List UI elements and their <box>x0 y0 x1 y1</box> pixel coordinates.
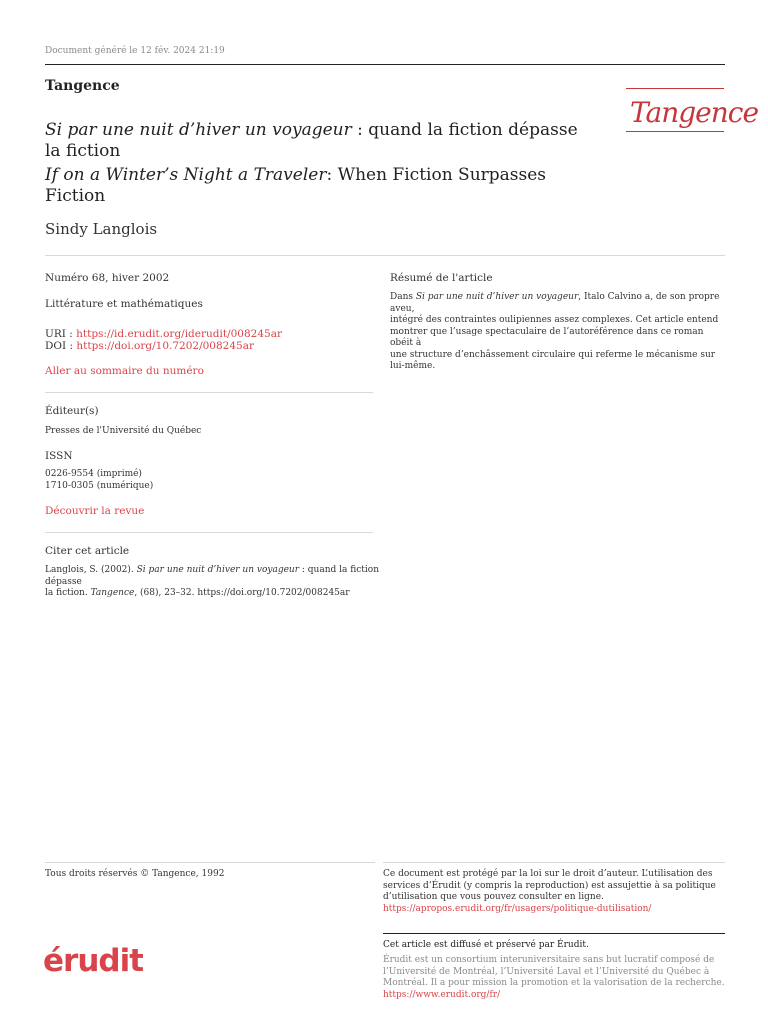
tangence-logo <box>624 84 759 136</box>
erudit-logo-svg <box>43 938 143 978</box>
abstract-text <box>390 292 720 373</box>
uri-label: URI : <box>45 328 77 340</box>
issue-number: Numéro 68, hiver 2002 <box>45 272 170 284</box>
publisher-heading: Éditeur(s) <box>45 405 99 417</box>
uri-link[interactable]: https://id.erudit.org/iderudit/008245ar <box>76 328 282 340</box>
abstract-part-2: , Italo Calvino a, de son propre aveu, <box>390 292 720 314</box>
cite-title: Si par une nuit d’hiver un voyageur <box>136 565 300 575</box>
title-en-italic: If on a Winter’s Night a Traveler <box>45 165 327 185</box>
title-fr-italic: Si par une nuit d’hiver un voyageur <box>45 120 352 140</box>
title-en-rest-2: Fiction <box>45 186 106 206</box>
cite-part-4: , (68), 23–32. https://doi.org/10.7202/008245ar <box>134 588 350 598</box>
top-rule <box>45 64 725 65</box>
protection-line: services d’Érudit (y compris la reproduction) est assujettie à sa politique <box>383 880 716 891</box>
diffusion-notice: Cet article est diffusé et préservé par Érudit. <box>383 940 589 950</box>
issn-digital: 1710-0305 (numérique) <box>45 481 154 491</box>
title-fr <box>45 120 615 162</box>
generated-date: Document généré le 12 fév. 2024 21:19 <box>45 46 225 56</box>
discover-journal-link[interactable]: Découvrir la revue <box>45 505 145 517</box>
abstract-line: intégré des contraintes oulipiennes assez complexes. Cet article entend <box>390 315 719 325</box>
cite-part-1: Langlois, S. (2002). <box>45 565 137 575</box>
issue-theme: Littérature et mathématiques <box>45 298 203 310</box>
erudit-description <box>383 955 725 1001</box>
title-en <box>45 165 615 207</box>
cite-journal: Tangence <box>90 588 135 598</box>
article-title <box>45 120 615 207</box>
cite-part-3: la fiction. <box>45 588 91 598</box>
publisher-name: Presses de l'Université du Québec <box>45 426 202 436</box>
header-divider <box>45 255 725 256</box>
erudit-website-link[interactable]: https://www.erudit.org/fr/ <box>383 989 501 1000</box>
footer-rule-left <box>45 862 375 863</box>
cite-heading: Citer cet article <box>45 545 130 557</box>
footer-rule-right <box>383 862 725 863</box>
issn-heading: ISSN <box>45 450 73 462</box>
separator-1 <box>45 392 373 393</box>
protection-line: Ce document est protégé par la loi sur le droit d’auteur. L’utilisation des <box>383 869 713 879</box>
policy-link[interactable]: https://apropos.erudit.org/fr/usagers/politique-dutilisation/ <box>383 903 652 914</box>
journal-name: Tangence <box>45 78 120 94</box>
footer-rule-dark <box>383 933 725 934</box>
logo-word: Tangence <box>630 96 759 129</box>
abstract-italic-title: Si par une nuit d’hiver un voyageur <box>415 292 579 302</box>
erudit-line: Érudit est un consortium interuniversitaire sans but lucratif composé de <box>383 955 715 965</box>
copyright-notice: Tous droits réservés © Tangence, 1992 <box>45 869 225 879</box>
title-fr-rest-2: la fiction <box>45 141 121 161</box>
doi-row <box>45 340 254 352</box>
abstract-heading: Résumé de l'article <box>390 272 493 284</box>
issue-summary-link[interactable]: Aller au sommaire du numéro <box>45 365 204 377</box>
abstract-part-1: Dans <box>390 292 416 302</box>
logo-rule-top <box>626 88 724 89</box>
erudit-logo-text: érudit <box>43 943 143 978</box>
erudit-line: Montréal. Il a pour mission la promotion et la valorisation de la recherche. <box>383 978 725 988</box>
doi-label: DOI : <box>45 340 77 352</box>
cite-part-2: : quand la fiction dépasse <box>45 565 379 587</box>
title-fr-rest: : quand la fiction dépasse <box>351 120 578 140</box>
abstract-line: une structure d’enchâssement circulaire qui referme le mécanisme sur <box>390 349 716 360</box>
protection-line: d’utilisation que vous pouvez consulter en ligne. <box>383 892 604 902</box>
doi-link[interactable]: https://doi.org/10.7202/008245ar <box>76 340 254 352</box>
erudit-line: l’Université de Montréal, l’Université Laval et l’Université du Québec à <box>383 966 710 977</box>
logo-rule-bottom <box>626 131 724 132</box>
abstract-line: montrer que l’usage spectaculaire de l’autoréférence dans ce roman obéit à <box>390 326 704 348</box>
abstract-line: lui-même. <box>390 361 436 371</box>
issn-print: 0226-9554 (imprimé) <box>45 469 142 479</box>
author-name: Sindy Langlois <box>45 220 158 238</box>
protection-notice <box>383 869 725 915</box>
title-en-rest: : When Fiction Surpasses <box>326 165 547 185</box>
erudit-logo <box>43 938 143 978</box>
separator-2 <box>45 532 373 533</box>
citation <box>45 565 385 600</box>
uri-row <box>45 328 282 340</box>
